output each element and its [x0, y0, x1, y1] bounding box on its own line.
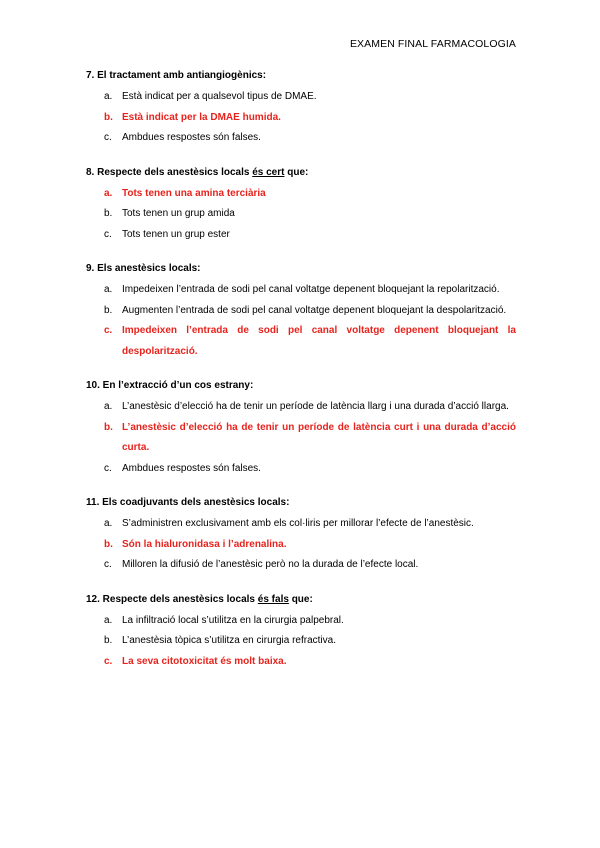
exam-questions — [86, 70, 516, 690]
option-c-correct: c. La seva citotoxicitat és molt baixa. — [104, 655, 287, 667]
option-c: c. Ambdues respostes són falses. — [104, 462, 261, 474]
option-a: a. La infiltració local s’utilitza en la cirurgia palpebral. — [104, 614, 344, 626]
question-title: 8. Respecte dels anestèsics locals és cert que: — [86, 166, 309, 178]
question-12 — [86, 594, 516, 673]
option-c: c. Tots tenen un grup ester — [104, 228, 230, 240]
question-title: 11. Els coadjuvants dels anestèsics locals: — [86, 497, 290, 508]
question-9 — [86, 263, 516, 362]
question-10 — [86, 380, 516, 479]
option-c-correct: c. Impedeixen l’entrada de sodi pel canal voltatge depenent bloquejant la despolarització. — [104, 325, 516, 357]
question-title: 10. En l’extracció d’un cos estrany: — [86, 380, 254, 391]
option-a: a. L’anestèsic d’elecció ha de tenir un període de latència llarg i una durada d’acció llarga. — [104, 401, 509, 412]
question-11 — [86, 497, 516, 576]
document-header: EXAMEN FINAL FARMACOLOGIA — [349, 38, 516, 50]
option-a: a. Està indicat per a qualsevol tipus de DMAE. — [104, 91, 317, 102]
option-c: c. Milloren la difusió de l’anestèsic però no la durada de l’efecte local. — [104, 559, 419, 570]
option-b-correct: b. Són la hialuronidasa i l’adrenalina. — [104, 538, 287, 550]
question-title: 12. Respecte dels anestèsics locals és fals que: — [86, 593, 313, 605]
option-b-correct: b. L’anestèsic d’elecció ha de tenir un període de latència curt i una durada d’acció curta. — [104, 421, 516, 453]
option-b: b. Tots tenen un grup amida — [104, 208, 235, 219]
option-a: a. S’administren exclusivament amb els col·liris per millorar l’efecte de l’anestèsic. — [104, 518, 474, 529]
option-b-correct: b. Està indicat per la DMAE humida. — [104, 111, 281, 123]
option-a: a. Impedeixen l’entrada de sodi pel canal voltatge depenent bloquejant la repolarització. — [104, 284, 500, 295]
option-b: b. L’anestèsia tòpica s’utilitza en cirurgia refractiva. — [104, 635, 336, 646]
option-b: b. Augmenten l’entrada de sodi pel canal voltatge depenent bloquejant la despolarització. — [104, 304, 507, 316]
question-7 — [86, 70, 516, 149]
question-title: 9. Els anestèsics locals: — [86, 263, 201, 274]
question-title: 7. El tractament amb antiangiogènics: — [86, 70, 267, 81]
option-a-correct: a. Tots tenen una amina terciària — [104, 187, 266, 199]
option-c: c. Ambdues respostes són falses. — [104, 132, 261, 143]
question-8 — [86, 167, 516, 246]
